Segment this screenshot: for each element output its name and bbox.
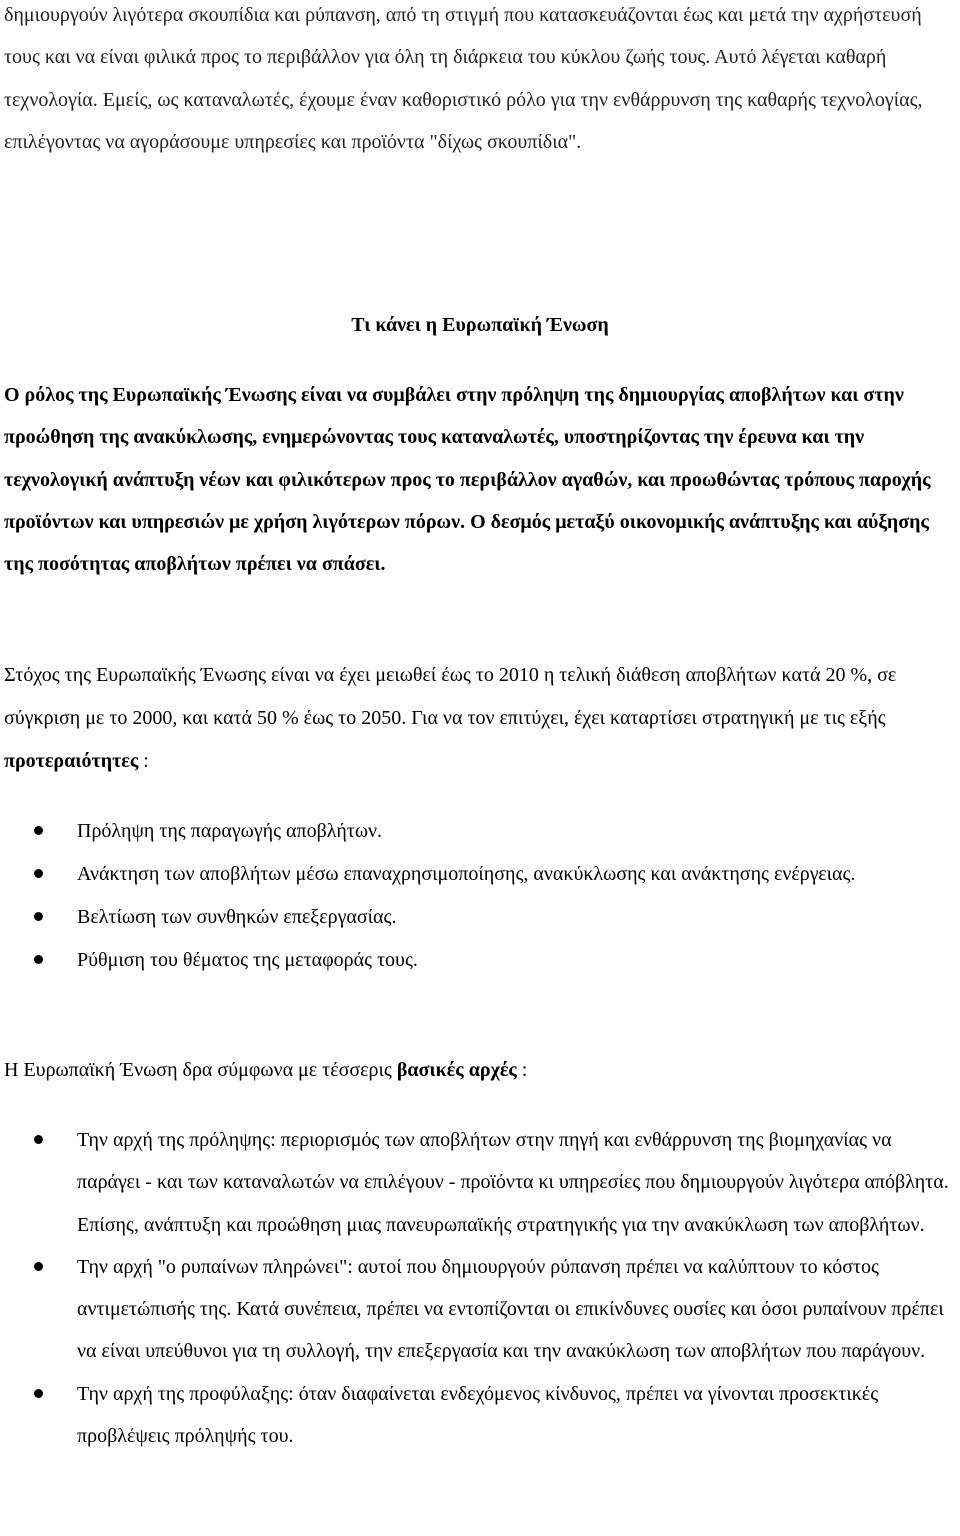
list-item xyxy=(0,810,960,853)
bullet-icon xyxy=(34,912,43,921)
intro-paragraph: δημιουργούν λιγότερα σκουπίδια και ρύπανση, από τη στιγμή που κατασκευάζονται έως και μετά την αχρήστευσή τους και να είναι φιλικά προς το περιβάλλον για όλη τη διάρκεια του κύκλου ζωής τους. Αυτό λέγεται καθαρή τεχνολογία. Εμείς, ως καταναλωτές, έχουμε έναν καθοριστικό ρόλο για την ενθάρρυνση της καθαρής τεχνολογίας, επιλέγοντας να αγοράσουμε υπηρεσίες και προϊόντα "δίχως σκουπίδια". xyxy=(4,4,923,153)
bullet-icon xyxy=(34,826,43,835)
priorities-list xyxy=(0,810,960,982)
goal-suffix: : xyxy=(138,750,149,772)
list-item-text: Την αρχή της προφύλαξης: όταν διαφαίνεται ενδεχόμενος κίνδυνος, πρέπει να γίνονται προσεκτικές προβλέψεις πρόληψής του. xyxy=(77,1382,879,1448)
list-item xyxy=(0,853,960,896)
bullet-icon xyxy=(34,1135,43,1144)
list-item-text: Βελτίωση των συνθηκών επεξεργασίας. xyxy=(77,906,397,928)
list-item-text: Πρόληψη της παραγωγής αποβλήτων. xyxy=(77,820,383,842)
bullet-icon xyxy=(34,1389,43,1398)
bullet-icon xyxy=(34,955,43,964)
goal-text: Στόχος της Ευρωπαϊκής Ένωσης είναι να έχει μειωθεί έως το 2010 η τελική διάθεση αποβλήτων κατά 20 %, σε σύγκριση με το 2000, και κατά 50 % έως το 2050. Για να τον επιτύχει, έχει καταρτίσει στρατηγική με τις εξής xyxy=(4,664,897,729)
list-item xyxy=(0,1373,960,1458)
bullet-icon xyxy=(34,1262,43,1271)
principles-intro-suffix: : xyxy=(516,1059,528,1081)
list-item-text: Την αρχή "ο ρυπαίνων πληρώνει": αυτοί που δημιουργούν ρύπανση πρέπει να καλύπτουν το κόστος αντιμετώπισής της. Κατά συνέπεια, πρέπει να εντοπίζονται οι επικίνδυνες ουσίες και όσοι ρυπαίνουν πρέπει να είναι υπεύθυνοι για τη συλλογή, την επεξεργασία και την ανακύκλωση των αποβλήτων που παράγουν. xyxy=(77,1255,944,1363)
list-item xyxy=(0,1246,960,1373)
list-item xyxy=(0,1119,960,1246)
principles-list xyxy=(0,1119,960,1457)
goal-paragraph xyxy=(4,654,956,783)
goal-emphasis: προτεραιότητες xyxy=(4,750,139,772)
bullet-icon xyxy=(34,869,43,878)
list-item-text: Την αρχή της πρόληψης: περιορισμός των αποβλήτων στην πηγή και ενθάρρυνση της βιομηχανίας να παράγει - και των καταναλωτών να επιλέγουν - προϊόντα κι υπηρεσίες που δημιουργούν λιγότερα απόβλητα. Επίσης, ανάπτυξη και προώθηση μιας πανευρωπαϊκής στρατηγικής για την ανακύκλωση των αποβλήτων. xyxy=(77,1129,949,1236)
principles-intro-paragraph xyxy=(4,1049,956,1091)
list-item xyxy=(0,896,960,939)
list-item-text: Ανάκτηση των αποβλήτων μέσω επαναχρησιμοποίησης, ανακύκλωσης και ανάκτησης ενέργειας. xyxy=(77,863,856,885)
list-item-text: Ρύθμιση του θέματος της μεταφοράς τους. xyxy=(77,949,418,971)
section-heading: Τι κάνει η Ευρωπαϊκή Ένωση xyxy=(351,314,609,336)
principles-intro-text: Η Ευρωπαϊκή Ένωση δρα σύμφωνα με τέσσερις xyxy=(4,1059,397,1081)
list-item xyxy=(0,939,960,982)
eu-role-paragraph: Ο ρόλος της Ευρωπαϊκής Ένωσης είναι να συμβάλει στην πρόληψη της δημιουργίας αποβλήτων και στην προώθηση της ανακύκλωσης, ενημερώνοντας τους καταναλωτές, υποστηρίζοντας την έρευνα και την τεχνολογική ανάπτυξη νέων και φιλικότερων προς το περιβάλλον αγαθών, και προωθώντας τρόπους παροχής προϊόντων και υπηρεσιών με χρήση λιγότερων πόρων. Ο δεσμός μεταξύ οικονομικής ανάπτυξης και αύξησης της ποσότητας αποβλήτων πρέπει να σπάσει. xyxy=(4,384,931,576)
principles-emphasis: βασικές αρχές xyxy=(396,1059,517,1081)
